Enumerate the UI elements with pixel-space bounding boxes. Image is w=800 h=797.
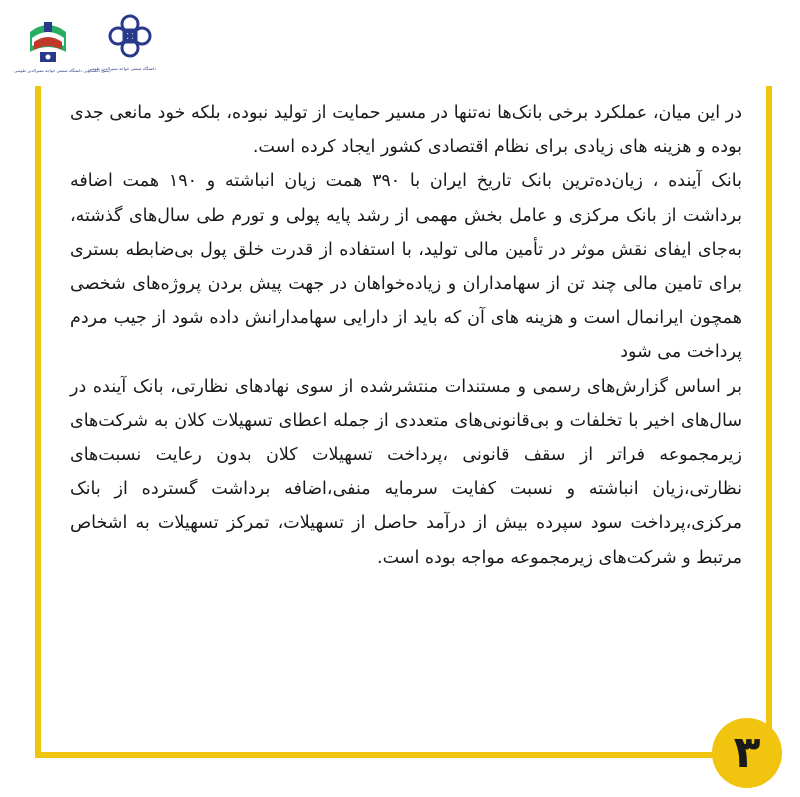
header — [0, 0, 800, 88]
university-logo-caption: دانشگاه صنعتی خواجه نصیرالدین طوسی — [88, 66, 157, 71]
paragraph-3: بر اساس گزارش‌های رسمی و مستندات منتشرشده از سوی نهادهای نظارتی، بانک آینده در سال‌های اخیر با تخلفات و بی‌قانونی‌های متعددی از جمله اعطای تسهیلات کلان به شرکت‌های زیرمجموعه فراتر از سقف قانونی ،پرداخت تسهیلات کلان بدون رعایت نسبت‌های نظارتی،زیان انباشته و نسبت کفایت سرمایه منفی،اضافه برداشت گسترده از بانک مرکزی،پرداخت سود سپرده بیش از درآمد حاصل از تسهیلات، تمرکز تسهیلات به اشخاص مرتبط و شرکت‌های زیرمجموعه مواجه بوده است. — [70, 376, 742, 568]
paragraph-1: در این میان، عملکرد برخی بانک‌ها نه‌تنها در مسیر حمایت از تولید نبوده، بلکه خود مانعی جدی بوده و هزینه های زیادی برای نظام اقتصادی کشور ایجاد کرده است. — [70, 103, 742, 158]
basij-logo — [14, 12, 110, 76]
paragraph-2: بانک آینده ، زیان‌ده‌ترین بانک تاریخ ایران با ۳۹۰ همت زیان انباشته و ۱۹۰ همت اضافه برداشت از بانک مرکزی و عامل بخش مهمی از رشد پایه پولی و تورم طی سال‌های گذشته، به‌جای ایفای نقش موثر در تأمین مالی تولید، با استفاده از قدرت خلق پول بی‌ضابطه بستری برای تامین مالی چند تن از سهامداران و زیاده‌خواهان در جهت پیش بردن پروژه‌های شخصی همچون ایرانمال است و هزینه های آن که باید از دارایی سهامدارانش داده شود از جیب مردم پرداخت می شود — [70, 171, 742, 363]
university-emblem-icon — [88, 10, 172, 66]
university-logo — [88, 10, 172, 76]
article-body — [70, 96, 742, 575]
mosque-flag-logo-icon — [20, 12, 76, 68]
page-number: ۳ — [733, 727, 761, 778]
page-number-badge — [712, 718, 782, 788]
basij-logo-caption: بسیج دانشجویی دانشگاه صنعتی خواجه نصیرالدین طوسی — [14, 68, 110, 73]
